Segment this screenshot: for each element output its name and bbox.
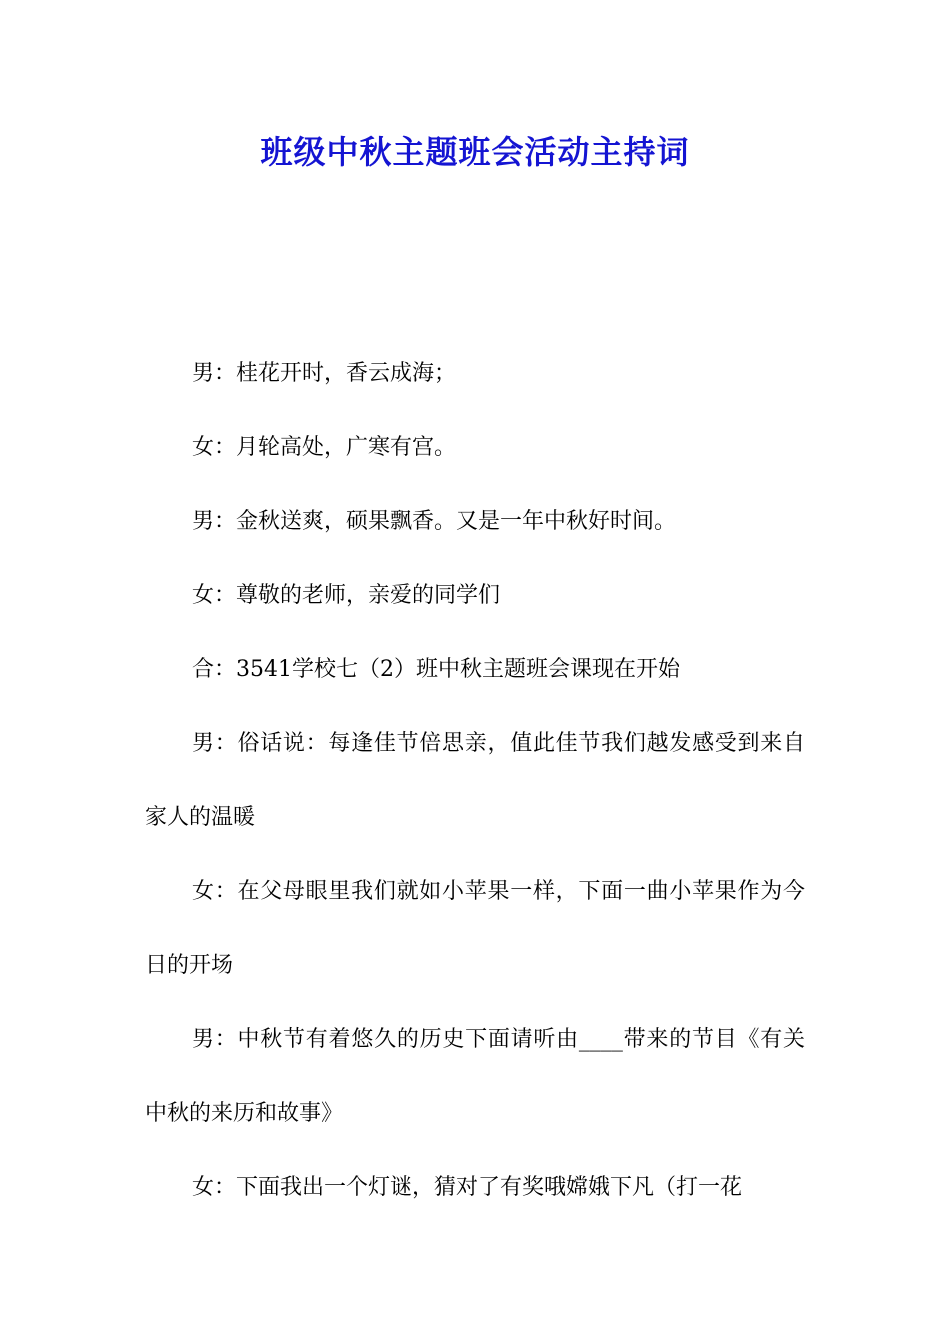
paragraph-4: 女：尊敬的老师，亲爱的同学们 xyxy=(192,583,501,608)
document-body xyxy=(145,337,805,1225)
paragraph-8: 男：中秋节有着悠久的历史下面请听由____带来的节目《有关中秋的来历和故事》 xyxy=(145,1027,805,1126)
paragraph-3: 男：金秋送爽，硕果飘香。又是一年中秋好时间。 xyxy=(192,509,677,534)
paragraph-1: 男：桂花开时，香云成海； xyxy=(192,361,457,386)
paragraph-7: 女：在父母眼里我们就如小苹果一样，下面一曲小苹果作为今日的开场 xyxy=(145,879,805,978)
document-title: 班级中秋主题班会活动主持词 xyxy=(260,133,690,171)
paragraph-5: 合：3541学校七（2）班中秋主题班会课现在开始 xyxy=(192,657,680,682)
paragraph-2: 女：月轮高处，广寒有宫。 xyxy=(192,435,457,460)
paragraph-6: 男：俗话说：每逢佳节倍思亲，值此佳节我们越发感受到来自家人的温暖 xyxy=(145,731,805,830)
paragraph-9: 女：下面我出一个灯谜，猜对了有奖哦嫦娥下凡（打一花 xyxy=(192,1175,743,1200)
